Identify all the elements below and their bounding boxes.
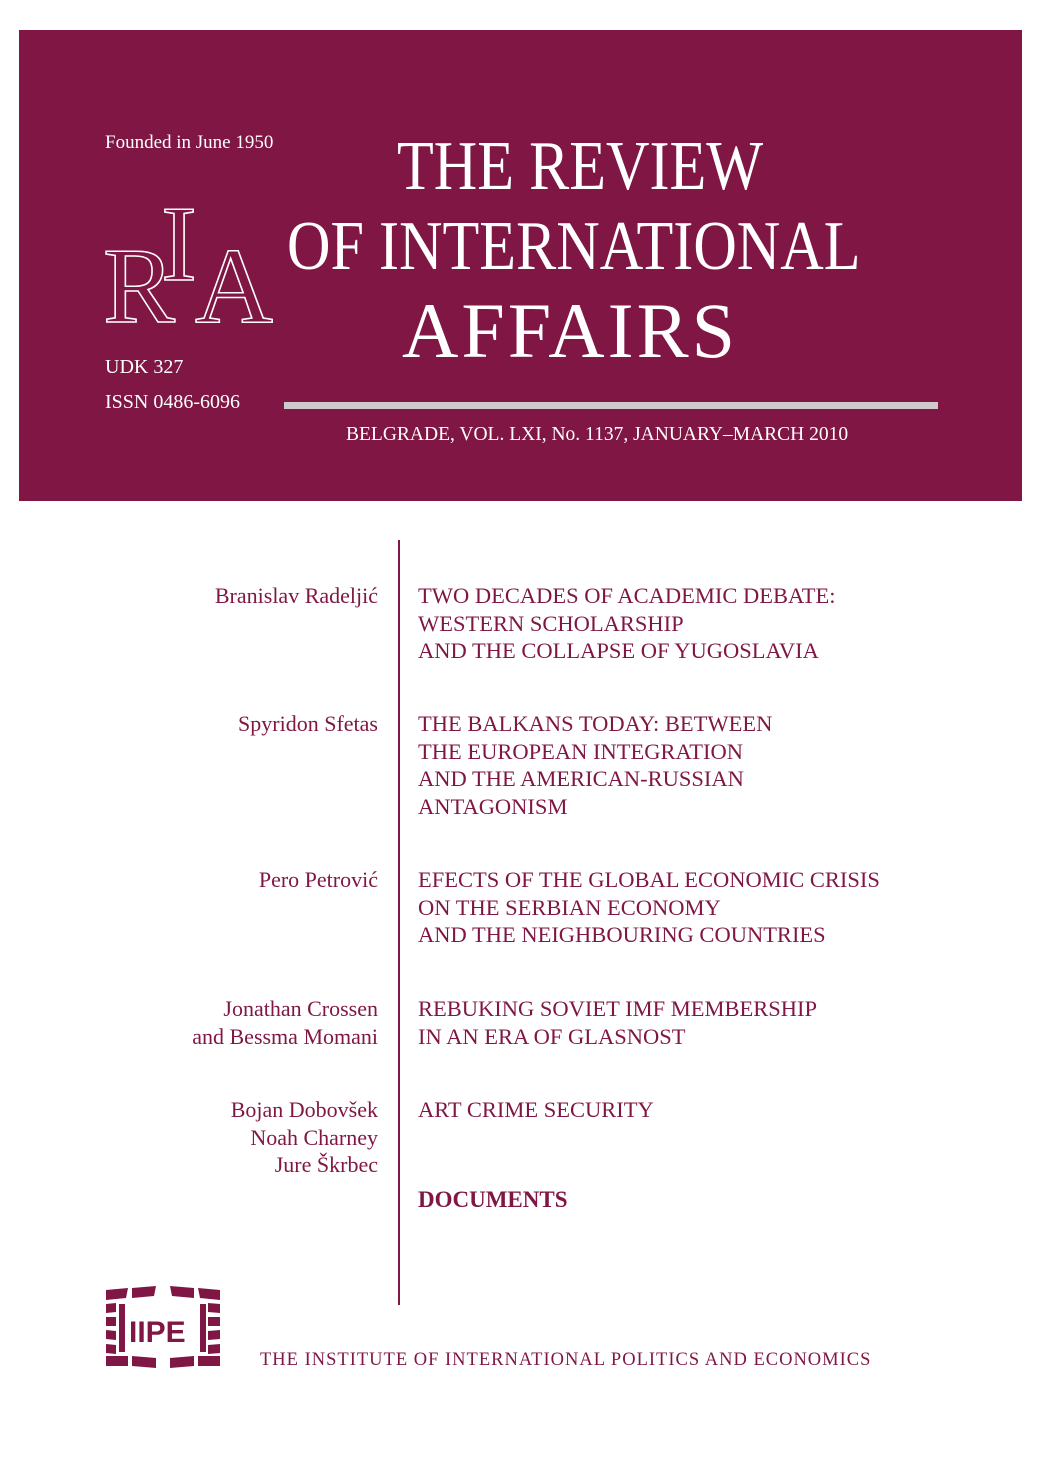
header-banner bbox=[19, 30, 1022, 501]
svg-text:A: A bbox=[195, 227, 273, 330]
title-rule bbox=[284, 402, 938, 409]
article-title: TWO DECADES OF ACADEMIC DEBATE: WESTERN SCHOLARSHIP AND THE COLLAPSE OF YUGOSLAVIA bbox=[418, 583, 836, 663]
founded-date: Founded in June 1950 bbox=[105, 132, 274, 153]
udk-code: UDK 327 bbox=[105, 356, 184, 378]
ria-logo bbox=[103, 180, 278, 330]
iipe-logo bbox=[104, 1286, 222, 1368]
journal-title-line-3: AFFAIRS bbox=[402, 287, 739, 374]
journal-title-line-1: THE REVIEW bbox=[397, 128, 764, 205]
article-author: Branislav Radeljić bbox=[214, 583, 378, 608]
article-author: Bojan Dobovšek Noah Charney Jure Škrbec bbox=[230, 1097, 378, 1177]
article-title: THE BALKANS TODAY: BETWEEN THE EUROPEAN INTEGRATION AND THE AMERICAN-RUSSIAN ANTAGONISM bbox=[418, 711, 773, 819]
svg-text:R: R bbox=[103, 227, 176, 330]
iipe-logo-text: IIPE bbox=[129, 1316, 186, 1349]
contents-divider bbox=[398, 540, 400, 1305]
article-author: Spyridon Sfetas bbox=[238, 711, 378, 736]
journal-title-line-2: OF INTERNATIONAL bbox=[287, 208, 861, 285]
article-title: REBUKING SOVIET IMF MEMBERSHIP IN AN ERA OF GLASNOST bbox=[418, 996, 818, 1049]
svg-text:I: I bbox=[161, 185, 197, 304]
issn-code: ISSN 0486-6096 bbox=[105, 391, 241, 413]
article-title: EFECTS OF THE GLOBAL ECONOMIC CRISIS ON THE SERBIAN ECONOMY AND THE NEIGHBOURING COUNTRIES bbox=[418, 867, 880, 947]
article-author: Jonathan Crossen and Bessma Momani bbox=[192, 996, 378, 1049]
institute-name: THE INSTITUTE OF INTERNATIONAL POLITICS AND ECONOMICS bbox=[260, 1350, 872, 1370]
documents-heading: DOCUMENTS bbox=[418, 1187, 568, 1212]
article-author: Pero Petrović bbox=[258, 867, 378, 892]
issue-info: BELGRADE, VOL. LXI, No. 1137, JANUARY–MARCH 2010 bbox=[346, 424, 849, 445]
article-title: ART CRIME SECURITY bbox=[418, 1097, 654, 1122]
